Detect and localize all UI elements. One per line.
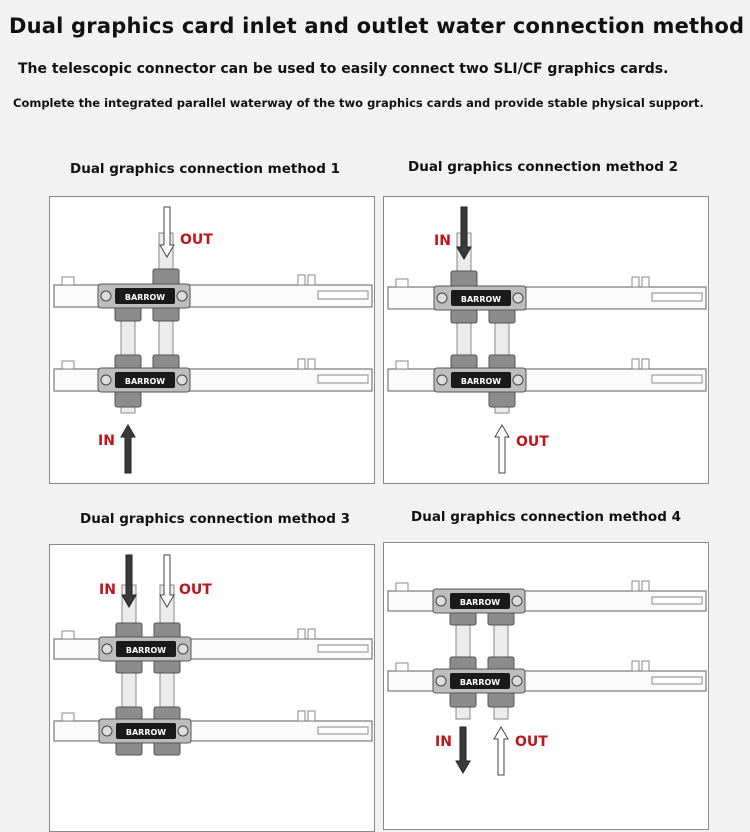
method-3-diagram [50,545,376,813]
method-2-diagram [384,197,710,485]
method-4-panel [383,542,709,830]
page-title: Dual graphics card inlet and outlet water connection method [9,14,745,38]
brand-logo-bottom: BARROW [459,678,501,687]
out-arrow-icon [494,727,508,775]
brand-logo-bottom: BARROW [125,728,167,737]
in-label: IN [434,233,451,249]
method-1-diagram [50,197,376,485]
in-arrow-icon [456,727,470,773]
brand-logo-bottom: BARROW [460,377,502,386]
subtitle-line-2: Complete the integrated parallel waterway of the two graphics cards and provide stable physical support. [13,96,704,110]
brand-logo-top: BARROW [124,293,166,302]
method-1-panel [49,196,375,484]
out-arrow-icon [160,207,174,257]
out-label: OUT [179,582,212,598]
brand-logo-top: BARROW [125,646,167,655]
brand-logo-top: BARROW [460,295,502,304]
in-label: IN [435,734,452,750]
out-label: OUT [180,232,213,248]
out-arrow-icon [160,555,174,607]
out-arrow-icon [495,425,509,473]
method-2-title: Dual graphics connection method 2 [408,159,678,175]
method-3-title: Dual graphics connection method 3 [80,511,350,527]
method-2-panel [383,196,709,484]
subtitle-line-1: The telescopic connector can be used to easily connect two SLI/CF graphics cards. [18,61,669,77]
in-label: IN [99,582,116,598]
in-arrow-icon [122,555,136,607]
in-label: IN [98,433,115,449]
brand-logo-bottom: BARROW [124,377,166,386]
method-4-title: Dual graphics connection method 4 [411,509,681,525]
method-3-panel [49,544,375,832]
method-4-diagram [384,543,710,789]
out-label: OUT [515,734,548,750]
in-arrow-icon [121,425,135,473]
out-label: OUT [516,434,549,450]
brand-logo-top: BARROW [459,598,501,607]
method-1-title: Dual graphics connection method 1 [70,161,340,177]
